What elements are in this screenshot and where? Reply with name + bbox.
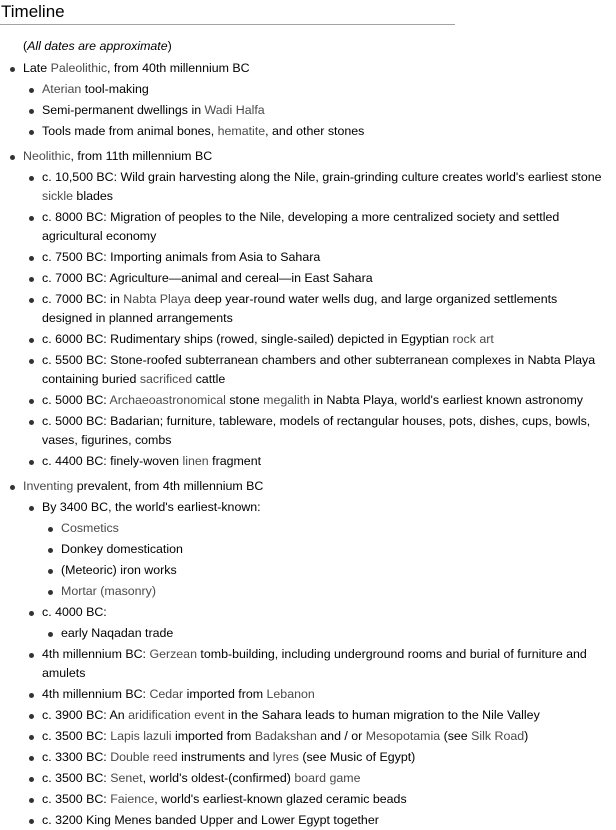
period-label xyxy=(23,477,616,496)
timeline-list xyxy=(0,59,616,830)
sub-event xyxy=(42,582,604,601)
event-text xyxy=(42,727,604,746)
timeline-event xyxy=(23,685,616,704)
period-label xyxy=(23,147,616,166)
event-text xyxy=(42,168,604,206)
wiki-link[interactable]: hematite xyxy=(217,124,266,138)
timeline-event xyxy=(23,248,616,267)
text-segment: c. 5500 BC: Stone-roofed subterranean chambers and other subterranean complexes in Nabta Playa containing buried xyxy=(42,353,596,386)
dates-note xyxy=(23,37,616,55)
sub-event xyxy=(42,624,604,643)
text-segment: fragment xyxy=(208,454,262,468)
text-segment: blades xyxy=(72,189,113,203)
text-segment: c. 5000 BC: Badarian; furniture, tableware, models of rectangular houses, pots, dishes, cups, bowls, vases, figurines, combs xyxy=(42,414,591,447)
text-segment: instruments and xyxy=(177,750,273,764)
text-segment: (Meteoric) iron works xyxy=(61,563,177,577)
timeline-event xyxy=(23,498,616,601)
event-text xyxy=(42,122,604,141)
timeline-event xyxy=(23,412,616,450)
text-segment: c. 3500 BC: xyxy=(42,792,111,806)
timeline-event xyxy=(23,330,616,349)
wiki-link[interactable]: Paleolithic xyxy=(50,61,108,75)
timeline-period xyxy=(0,59,616,141)
event-text xyxy=(42,290,604,328)
wiki-link[interactable]: Inventing xyxy=(23,479,74,493)
event-text xyxy=(42,748,604,767)
wiki-link[interactable]: Lapis lazuli xyxy=(110,729,172,743)
sub-event xyxy=(42,540,604,559)
text-segment: deep year-round water wells dug, and large organized settlements designed in planned arrangements xyxy=(42,292,558,325)
timeline-event xyxy=(23,168,616,206)
wiki-link[interactable]: Faience xyxy=(110,792,155,806)
timeline-event xyxy=(23,80,616,99)
text-segment: , from 11th millennium BC xyxy=(70,149,213,163)
timeline-event xyxy=(23,645,616,683)
text-segment: and / or xyxy=(316,729,366,743)
timeline-event xyxy=(23,452,616,471)
sub-event-text xyxy=(61,561,604,580)
text-segment: in Nabta Playa, world's earliest known astronomy xyxy=(309,393,583,407)
event-text xyxy=(42,101,604,120)
event-text xyxy=(42,685,604,704)
sub-event-text xyxy=(61,519,604,538)
wiki-link[interactable]: Double reed xyxy=(110,750,178,764)
timeline-event xyxy=(23,101,616,120)
wiki-link[interactable]: lyres xyxy=(272,750,299,764)
text-segment: tomb-building, including underground rooms and burial of furniture and amulets xyxy=(42,647,587,680)
text-segment: c. 3300 BC: xyxy=(42,750,111,764)
timeline-event xyxy=(23,811,616,830)
wiki-link[interactable]: linen xyxy=(182,454,209,468)
text-segment: 4th millennium BC: xyxy=(42,687,150,701)
event-text xyxy=(42,452,604,471)
event-text xyxy=(42,706,604,725)
sub-event-text xyxy=(61,540,604,559)
event-text xyxy=(42,391,604,410)
timeline-event xyxy=(23,269,616,288)
text-segment: cattle xyxy=(192,372,226,386)
event-text xyxy=(42,412,604,450)
timeline-period xyxy=(0,147,616,471)
wiki-link[interactable]: megalith xyxy=(263,393,310,407)
text-segment: (see Music of Egypt) xyxy=(298,750,416,764)
period-events-list xyxy=(23,80,616,141)
sub-event-text xyxy=(61,624,604,643)
wiki-link[interactable]: Nabta Playa xyxy=(123,292,191,306)
text-segment: imported from xyxy=(183,687,267,701)
timeline-event xyxy=(23,769,616,788)
timeline-event xyxy=(23,290,616,328)
timeline-event xyxy=(23,208,616,246)
text-segment: , world's earliest-known glazed ceramic beads xyxy=(154,792,407,806)
text-segment: tool-making xyxy=(81,82,149,96)
wiki-link[interactable]: sickle xyxy=(42,189,73,203)
timeline-event xyxy=(23,391,616,410)
text-segment: prevalent, from 4th millennium BC xyxy=(73,479,264,493)
event-text xyxy=(42,645,604,683)
text-segment: c. 3200 King Menes banded Upper and Lower Egypt together xyxy=(42,813,379,827)
timeline-event xyxy=(23,727,616,746)
note-close-paren: ) xyxy=(167,39,172,53)
text-segment: Donkey domestication xyxy=(61,542,183,556)
sub-event xyxy=(42,561,604,580)
text-segment: , and other stones xyxy=(265,124,365,138)
text-segment: imported from xyxy=(171,729,255,743)
text-segment: c. 3500 BC: xyxy=(42,771,111,785)
event-text xyxy=(42,769,604,788)
timeline-event xyxy=(23,706,616,725)
text-segment: c. 7000 BC: Agriculture—animal and cereal—in East Sahara xyxy=(42,271,373,285)
text-segment: 4th millennium BC: xyxy=(42,647,150,661)
text-segment: (see xyxy=(440,729,472,743)
text-segment: By 3400 BC, the world's earliest-known: xyxy=(42,500,261,514)
sub-event-text xyxy=(61,582,604,601)
text-segment: , world's oldest-(confirmed) xyxy=(142,771,295,785)
text-segment: c. 8000 BC: Migration of peoples to the Nile, developing a more centralized society and settled agricultural economy xyxy=(42,210,560,243)
period-events-list xyxy=(23,168,616,471)
wiki-link[interactable]: board game xyxy=(294,771,361,785)
wiki-link[interactable]: rock art xyxy=(452,332,494,346)
wiki-link[interactable]: Senet xyxy=(110,771,143,785)
wiki-link[interactable]: Wadi Halfa xyxy=(204,103,265,117)
sub-event-list xyxy=(42,519,604,601)
timeline-period xyxy=(0,477,616,830)
event-text xyxy=(42,351,604,389)
event-text xyxy=(42,603,604,622)
period-events-list xyxy=(23,498,616,830)
text-segment: c. 4400 BC: finely-woven xyxy=(42,454,183,468)
period-label xyxy=(23,59,616,78)
text-segment: c. 3500 BC: xyxy=(42,729,111,743)
wiki-link[interactable]: Gerzean xyxy=(149,647,197,661)
note-open-paren: ( xyxy=(23,39,28,53)
event-text xyxy=(42,811,604,830)
event-text xyxy=(42,248,604,267)
wiki-link[interactable]: Archaeoastronomical xyxy=(109,393,226,407)
text-segment: in the Sahara leads to human migration to the Nile Valley xyxy=(224,708,540,722)
text-segment: c. 6000 BC: Rudimentary ships (rowed, single-sailed) depicted in Egyptian xyxy=(42,332,453,346)
note-text: All dates are approximate xyxy=(27,39,168,53)
text-segment: Late xyxy=(23,61,51,75)
timeline-event xyxy=(23,603,616,643)
wiki-link[interactable]: Neolithic xyxy=(23,149,71,163)
wiki-link[interactable]: sacrificed xyxy=(139,372,193,386)
wiki-link[interactable]: Mesopotamia xyxy=(365,729,441,743)
sub-event xyxy=(42,519,604,538)
event-text xyxy=(42,208,604,246)
wiki-link[interactable]: Cosmetics xyxy=(61,521,119,535)
event-text xyxy=(42,790,604,809)
timeline-event xyxy=(23,790,616,809)
text-segment: stone xyxy=(225,393,264,407)
text-segment: , from 40th millennium BC xyxy=(107,61,250,75)
timeline-event xyxy=(23,122,616,141)
text-segment: c. 7000 BC: in xyxy=(42,292,124,306)
text-segment: Semi-permanent dwellings in xyxy=(42,103,205,117)
event-text xyxy=(42,269,604,288)
event-text xyxy=(42,330,604,349)
text-segment: c. 7500 BC: Importing animals from Asia to Sahara xyxy=(42,250,321,264)
text-segment: c. 4000 BC: xyxy=(42,605,107,619)
event-text xyxy=(42,80,604,99)
event-text xyxy=(42,498,604,517)
text-segment: early Naqadan trade xyxy=(61,626,174,640)
wiki-link[interactable]: Silk Road xyxy=(471,729,525,743)
wiki-link[interactable]: Aterian xyxy=(42,82,82,96)
section-heading: Timeline xyxy=(0,0,455,25)
text-segment: Tools made from animal bones, xyxy=(42,124,218,138)
wiki-link[interactable]: Cedar xyxy=(149,687,184,701)
text-segment: c. 5000 BC: xyxy=(42,393,110,407)
timeline-event xyxy=(23,748,616,767)
wiki-link[interactable]: Lebanon xyxy=(266,687,315,701)
wiki-link[interactable]: aridification event xyxy=(128,708,225,722)
timeline-event xyxy=(23,351,616,389)
wiki-link[interactable]: Mortar (masonry) xyxy=(61,584,157,598)
text-segment: c. 3900 BC: An xyxy=(42,708,129,722)
text-segment: ) xyxy=(524,729,529,743)
text-segment: c. 10,500 BC: Wild grain harvesting along the Nile, grain-grinding culture creates world's earliest stone xyxy=(42,170,602,184)
wiki-link[interactable]: Badakshan xyxy=(254,729,317,743)
sub-event-list xyxy=(42,624,604,643)
